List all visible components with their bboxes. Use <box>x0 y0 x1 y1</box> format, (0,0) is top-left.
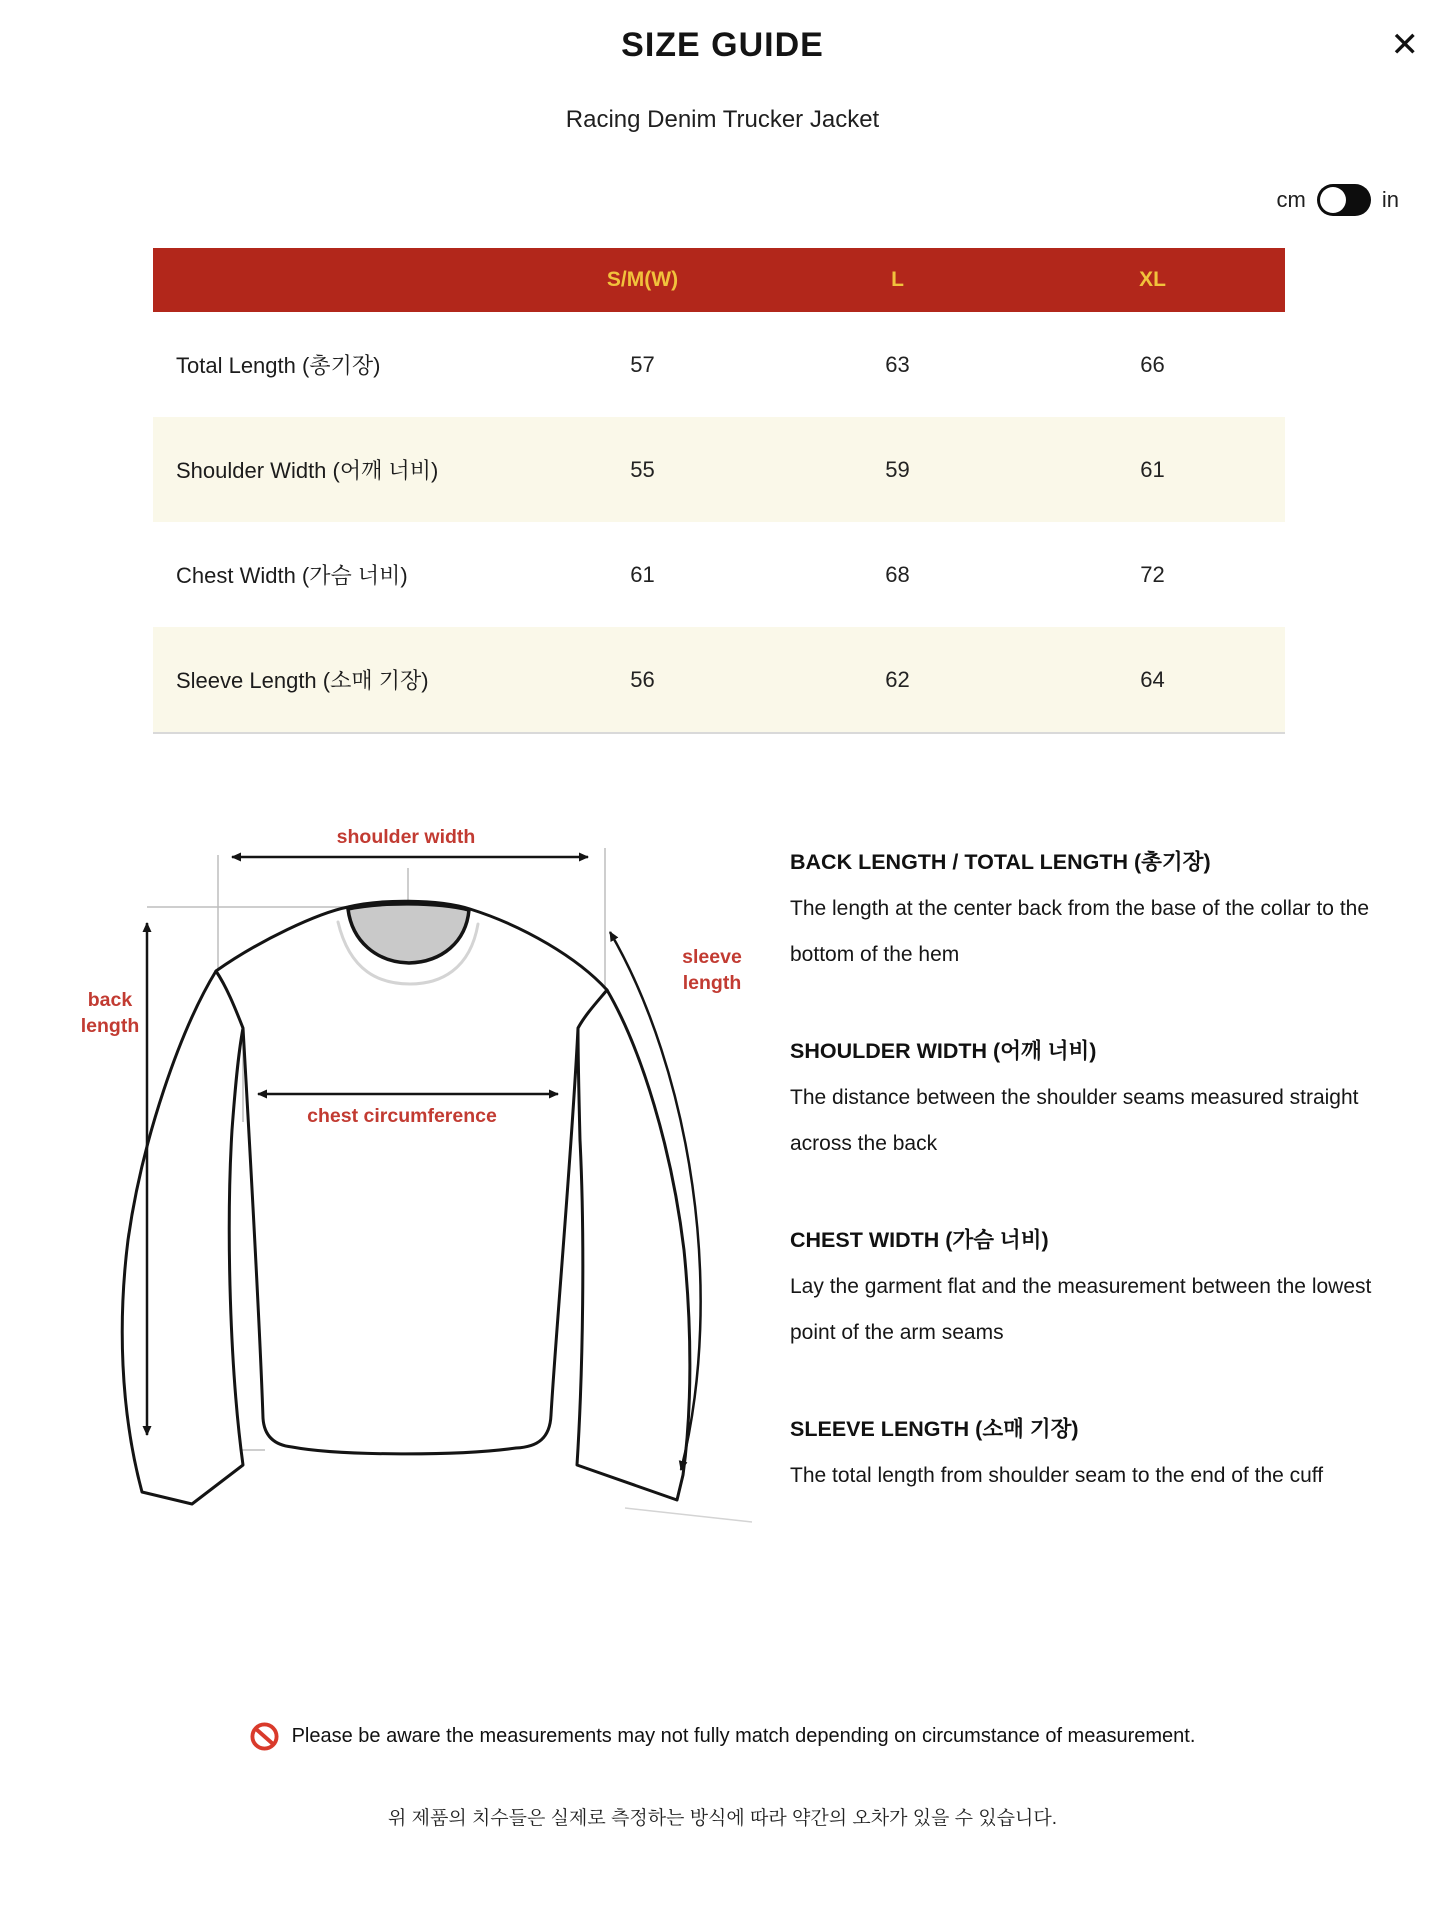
row-label: Sleeve Length (소매 기장) <box>176 668 429 693</box>
definition-heading: SLEEVE LENGTH (소매 기장) <box>790 1417 1079 1441</box>
row-label: Chest Width (가슴 너비) <box>176 563 408 588</box>
row-value: 63 <box>885 351 910 377</box>
table-row <box>153 417 1285 522</box>
row-value: 56 <box>630 666 655 692</box>
size-table-header <box>153 248 1285 312</box>
shoulder-width-label: shoulder width <box>336 826 476 848</box>
unit-toggle[interactable] <box>1317 184 1371 216</box>
definition-chest-width <box>790 1223 1375 1356</box>
definition-shoulder-width <box>790 1034 1375 1167</box>
unit-label-in: in <box>1381 187 1399 212</box>
definition-body: The length at the center back from the base of the collar to the bottom of the hem <box>790 897 1370 966</box>
left-sleeve <box>122 971 243 1504</box>
definition-body: Lay the garment flat and the measurement between the lowest point of the arm seams <box>790 1275 1372 1344</box>
definition-heading: SHOULDER WIDTH (어깨 너비) <box>790 1039 1097 1063</box>
row-label: Total Length (총기장) <box>176 353 381 378</box>
sleeve-length-label-line2: length <box>682 972 742 994</box>
measurement-notice-row <box>0 1722 1445 1751</box>
definition-sleeve-length <box>790 1412 1375 1499</box>
column-header-xl: XL <box>1139 268 1166 291</box>
no-entry-icon <box>250 1722 279 1751</box>
size-table <box>153 248 1285 734</box>
measurement-definitions <box>790 845 1375 1555</box>
row-value: 62 <box>885 666 910 692</box>
measurement-notice: Please be aware the measurements may not fully match depending on circumstance of measurement. <box>291 1725 1196 1747</box>
back-length-label-line1: back <box>87 989 133 1011</box>
row-value: 72 <box>1140 561 1165 587</box>
row-value: 59 <box>885 456 910 482</box>
right-sleeve <box>577 990 690 1500</box>
chest-circumference-label: chest circumference <box>307 1105 497 1127</box>
row-value: 66 <box>1140 351 1165 377</box>
table-row <box>153 312 1285 417</box>
sleeve-length-label-line1: sleeve <box>682 946 742 968</box>
definition-heading: BACK LENGTH / TOTAL LENGTH (총기장) <box>790 850 1211 874</box>
table-row <box>153 627 1285 732</box>
unit-label-cm: cm <box>1276 187 1306 212</box>
row-value: 64 <box>1140 666 1165 692</box>
definition-body: The distance between the shoulder seams measured straight across the back <box>790 1086 1359 1155</box>
definition-back-length <box>790 845 1375 978</box>
row-value: 57 <box>630 351 655 377</box>
product-name: Racing Denim Trucker Jacket <box>565 106 880 133</box>
column-header-l: L <box>891 268 904 291</box>
row-value: 61 <box>630 561 655 587</box>
column-header-sm: S/M(W) <box>606 268 679 291</box>
definition-body: The total length from shoulder seam to the end of the cuff <box>790 1464 1324 1487</box>
row-value: 55 <box>630 456 655 482</box>
definition-heading: CHEST WIDTH (가슴 너비) <box>790 1228 1049 1252</box>
back-length-label-line2: length <box>80 1015 140 1037</box>
unit-toggle-row <box>1277 184 1399 216</box>
measurement-notice-korean: 위 제품의 치수들은 실제로 측정하는 방식에 따라 약간의 오차가 있을 수 있습니다. <box>387 1808 1058 1829</box>
page-title: SIZE GUIDE <box>621 26 824 64</box>
row-value: 61 <box>1140 456 1165 482</box>
garment-measurement-diagram <box>80 810 790 1585</box>
row-value: 68 <box>885 561 910 587</box>
toggle-knob-icon <box>1320 187 1346 213</box>
table-row <box>153 522 1285 627</box>
close-icon[interactable]: ✕ <box>1387 24 1424 66</box>
row-label: Shoulder Width (어깨 너비) <box>176 458 439 483</box>
